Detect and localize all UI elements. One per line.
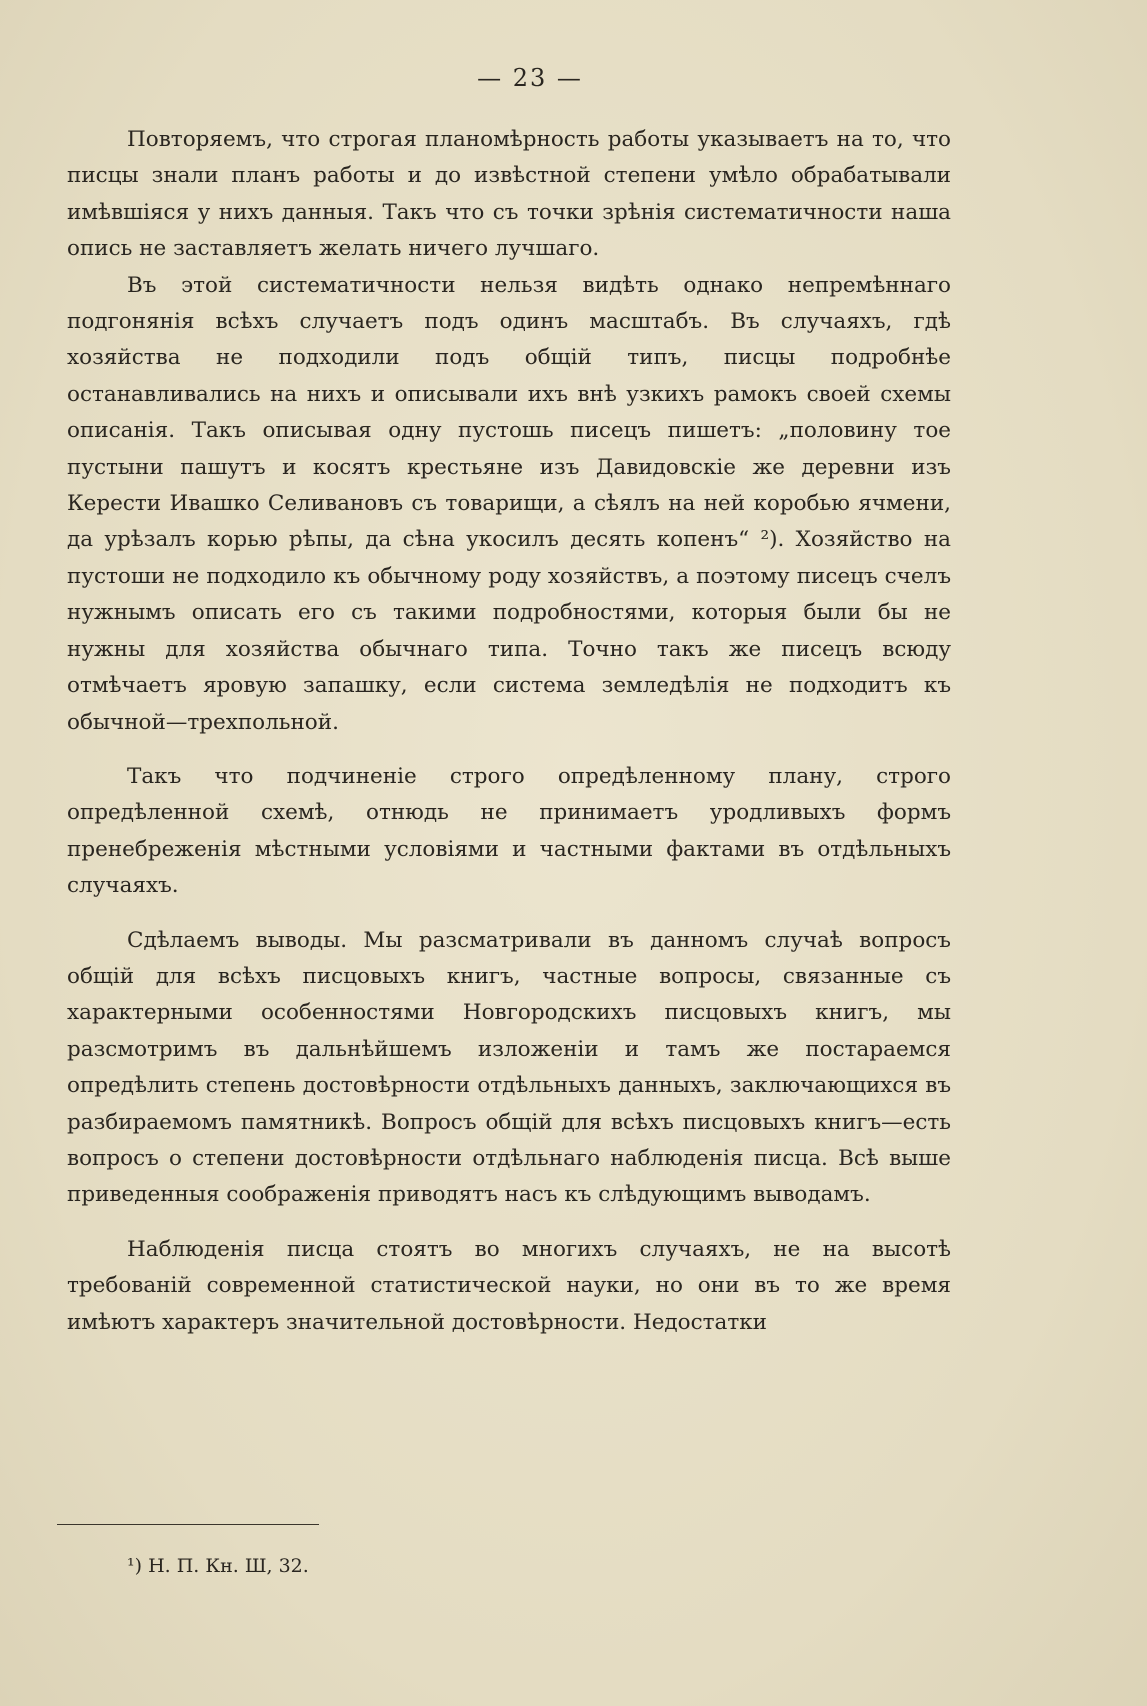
footnote-divider xyxy=(57,1524,319,1525)
paragraph-4: Сдѣлаемъ выводы. Мы разсматривали въ данномъ случаѣ вопросъ общій для всѣхъ писцовыхъ книгъ, частные вопросы, связанные съ характерными особенностями Новгородскихъ писцовыхъ книгъ, мы разсмотримъ въ дальнѣйшемъ изложеніи и тамъ же постараемся опредѣлить степень достовѣрности отдѣльныхъ данныхъ, заключающихся въ разбираемомъ памятникѣ. Вопросъ общій для всѣхъ писцовыхъ книгъ—есть вопросъ о степени достовѣрности отдѣльнаго наблюденія писца. Всѣ выше приведенныя соображенія приводятъ насъ къ слѣдующимъ выводамъ. xyxy=(67,927,951,1208)
paragraph-3: Такъ что подчиненіе строго опредѣленному плану, строго опредѣленной схемѣ, отнюдь не принимаетъ уродливыхъ формъ пренебреженія мѣстными условіями и частными фактами въ отдѣльныхъ случаяхъ. xyxy=(67,763,951,899)
body-text xyxy=(67,122,951,1341)
footnote-text: Н. П. Кн. Ш, 32. xyxy=(142,1555,309,1577)
footnote xyxy=(127,1553,309,1579)
paragraph-5: Наблюденія писца стоятъ во многихъ случаяхъ, не на высотѣ требованій современной статистической науки, но они въ то же время имѣютъ характеръ значительной достовѣрности. Недостатки xyxy=(67,1236,951,1335)
paragraph-1: Повторяемъ, что строгая планомѣрность работы указываетъ на то, что писцы знали планъ работы и до извѣстной степени умѣло обрабатывали имѣвшіяся у нихъ данныя. Такъ что съ точки зрѣнія систематичности наша опись не заставляетъ желать ничего лучшаго. xyxy=(67,127,951,262)
paragraph-2: Въ этой систематичности нельзя видѣть однако непремѣннаго подгонянія всѣхъ случаетъ подъ одинъ масштабъ. Въ случаяхъ, гдѣ хозяйства не подходили подъ общій типъ, писцы подробнѣе останавливались на нихъ и описывали ихъ внѣ узкихъ рамокъ своей схемы описанія. Такъ описывая одну пустошь писецъ пишетъ: „половину тое пустыни пашутъ и косятъ крестьяне изъ Давидовскіе же деревни изъ Керести Ивашко Селивановъ съ товарищи, а сѣялъ на ней коробью ячмени, да урѣзалъ корью рѣпы, да сѣна укосилъ десять копенъ“ ²). Хозяйство на пустоши не подходило къ обычному роду хозяйствъ, а поэтому писецъ счелъ нужнымъ описать его съ такими подробностями, которыя были бы не нужны для хозяйства обычнаго типа. Точно такъ же писецъ всюду отмѣчаетъ яровую запашку, если система земледѣлія не подходитъ къ обычной—трехпольной. xyxy=(67,272,951,735)
page-number: — 23 — xyxy=(477,64,583,92)
footnote-marker: ¹) xyxy=(127,1555,143,1577)
